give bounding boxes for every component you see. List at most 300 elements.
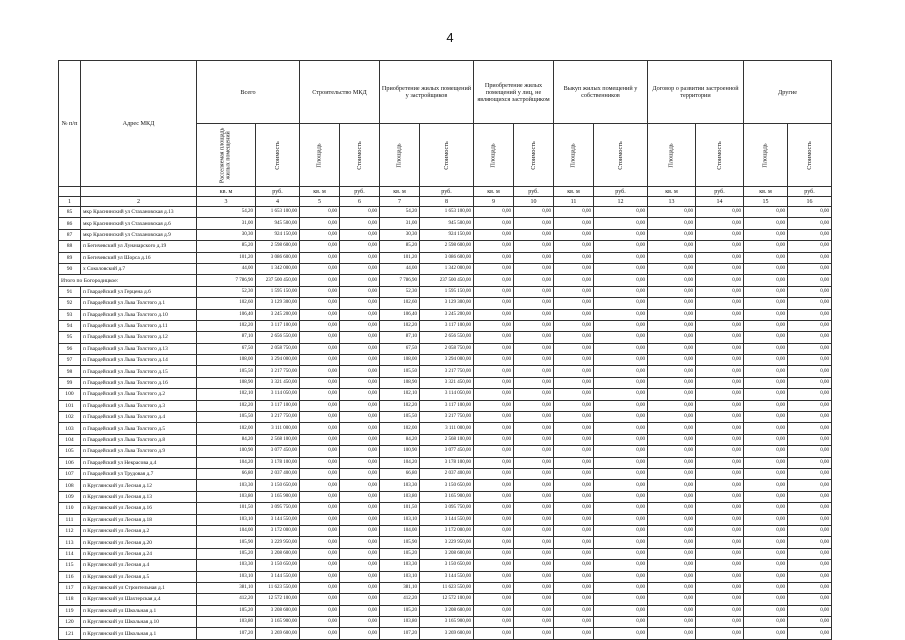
construction-cost-value: 0,00 (340, 594, 380, 605)
row-address: п Круглянский ул Школьная д.1 (81, 605, 197, 616)
area-value: 0,00 (554, 503, 594, 514)
cost-value: 0,00 (594, 412, 648, 423)
row-number: 95 (59, 332, 81, 343)
area-value: 0,00 (744, 480, 788, 491)
area-value: 0,00 (474, 275, 514, 286)
area-value: 0,00 (554, 412, 594, 423)
construction-cost-value: 0,00 (340, 537, 380, 548)
total-area-value: 66,80 (197, 468, 256, 479)
area-value: 0,00 (744, 286, 788, 297)
total-cost-value: 3 114 050,00 (256, 389, 300, 400)
developer-cost-value: 3 178 100,00 (420, 457, 474, 468)
column-number: 8 (420, 197, 474, 207)
units-cell-empty (59, 187, 81, 197)
developer-cost-value: 3 117 100,00 (420, 400, 474, 411)
unit-cost: руб. (256, 187, 300, 197)
area-value: 0,00 (648, 218, 696, 229)
group-head-buyout: Выкуп жилых помещений у собственников (554, 61, 648, 124)
area-value: 0,00 (474, 571, 514, 582)
area-value: 0,00 (554, 617, 594, 628)
developer-area-value: 104,00 (380, 525, 420, 536)
developer-cost-value: 3 150 650,00 (420, 560, 474, 571)
cost-value: 0,00 (696, 503, 744, 514)
cost-value: 0,00 (696, 617, 744, 628)
total-cost-value: 3 208 600,00 (256, 605, 300, 616)
developer-cost-value: 3 208 600,00 (420, 548, 474, 559)
row-address: п Круглянский ул Лесная д.4 (81, 560, 197, 571)
column-number: 11 (554, 197, 594, 207)
cost-value: 0,00 (594, 503, 648, 514)
table-row (59, 594, 832, 605)
area-value: 0,00 (554, 628, 594, 639)
cost-value: 0,00 (788, 309, 832, 320)
area-value: 0,00 (554, 332, 594, 343)
total-area-value: 103,80 (197, 617, 256, 628)
cost-value: 0,00 (514, 218, 554, 229)
cost-value: 0,00 (594, 468, 648, 479)
area-value: 0,00 (648, 503, 696, 514)
area-value: 0,00 (474, 355, 514, 366)
cost-value: 0,00 (514, 423, 554, 434)
developer-cost-value: 3 150 650,00 (420, 480, 474, 491)
construction-cost-value: 0,00 (340, 207, 380, 218)
cost-value: 0,00 (696, 514, 744, 525)
total-area-value: 44,00 (197, 263, 256, 274)
construction-cost-value: 0,00 (340, 286, 380, 297)
row-address: х Соколовский д.7 (81, 263, 197, 274)
developer-cost-value: 924 150,00 (420, 229, 474, 240)
construction-cost-value: 0,00 (340, 434, 380, 445)
cost-value: 0,00 (788, 332, 832, 343)
area-value: 0,00 (744, 605, 788, 616)
total-cost-value: 3 217 750,00 (256, 412, 300, 423)
cost-value: 0,00 (594, 275, 648, 286)
area-value: 0,00 (648, 412, 696, 423)
area-value: 0,00 (648, 628, 696, 639)
total-area-value: 105,50 (197, 366, 256, 377)
unit-cost: руб. (420, 187, 474, 197)
area-value: 0,00 (648, 582, 696, 593)
col-head-area (474, 124, 514, 187)
construction-area-value: 0,00 (300, 480, 340, 491)
area-value: 0,00 (474, 377, 514, 388)
table-row (59, 207, 832, 218)
total-area-value: 105,50 (197, 412, 256, 423)
row-number: 102 (59, 412, 81, 423)
total-area-value: 102,00 (197, 423, 256, 434)
developer-cost-value: 3 165 900,00 (420, 491, 474, 502)
col-head-cost (256, 124, 300, 187)
area-value: 0,00 (554, 582, 594, 593)
area-value: 0,00 (554, 605, 594, 616)
developer-area-value: 66,80 (380, 468, 420, 479)
total-cost-value: 3 095 750,00 (256, 503, 300, 514)
area-value: 0,00 (474, 389, 514, 400)
row-address: п Гвардейский ул Некрасова д.4 (81, 457, 197, 468)
total-cost-value: 3 165 900,00 (256, 491, 300, 502)
row-address: п Круглянский ул Лесная д.5 (81, 571, 197, 582)
area-value: 0,00 (648, 594, 696, 605)
cost-value: 0,00 (788, 594, 832, 605)
column-number: 7 (380, 197, 420, 207)
construction-area-value: 0,00 (300, 332, 340, 343)
cost-value: 0,00 (514, 332, 554, 343)
developer-area-value: 105,20 (380, 605, 420, 616)
unit-area: кв. м (474, 187, 514, 197)
cost-value: 0,00 (696, 457, 744, 468)
construction-area-value: 0,00 (300, 229, 340, 240)
cost-value: 0,00 (514, 514, 554, 525)
construction-area-value: 0,00 (300, 309, 340, 320)
cost-value: 0,00 (788, 525, 832, 536)
cost-value: 0,00 (696, 480, 744, 491)
area-value: 0,00 (744, 320, 788, 331)
area-value: 0,00 (744, 537, 788, 548)
developer-cost-value: 12 572 100,00 (420, 594, 474, 605)
table-row (59, 389, 832, 400)
cost-value: 0,00 (788, 229, 832, 240)
area-value: 0,00 (554, 457, 594, 468)
total-cost-value: 945 500,00 (256, 218, 300, 229)
group-head-development-contract: Договор о развитии застроенной территории (648, 61, 744, 124)
cost-value: 0,00 (696, 309, 744, 320)
row-address: п Бегичевский ул Шорса д.16 (81, 252, 197, 263)
developer-cost-value: 3 117 100,00 (420, 320, 474, 331)
total-cost-value: 2 058 750,00 (256, 343, 300, 354)
area-value: 0,00 (648, 241, 696, 252)
cost-value: 0,00 (696, 434, 744, 445)
developer-cost-value: 3 129 300,00 (420, 298, 474, 309)
cost-value: 0,00 (594, 457, 648, 468)
construction-cost-value: 0,00 (340, 582, 380, 593)
total-area-value: 101,20 (197, 252, 256, 263)
cost-value: 0,00 (594, 571, 648, 582)
row-address: п Круглянский ул Шахтерская д.4 (81, 594, 197, 605)
col-head-cost-label: Стоимость (715, 140, 723, 170)
cost-value: 0,00 (594, 241, 648, 252)
units-cell-empty (81, 187, 197, 197)
cost-value: 0,00 (594, 480, 648, 491)
column-number: 4 (256, 197, 300, 207)
table-row (59, 263, 832, 274)
cost-value: 0,00 (788, 582, 832, 593)
cost-value: 0,00 (696, 423, 744, 434)
row-address: п Гвардейский ул Льва Толстого д.16 (81, 377, 197, 388)
table-row (59, 252, 832, 263)
total-area-value: 103,80 (197, 491, 256, 502)
table-row (59, 480, 832, 491)
cost-value: 0,00 (696, 628, 744, 639)
construction-area-value: 0,00 (300, 218, 340, 229)
row-address: п Круглянский ул Школьная д.10 (81, 617, 197, 628)
area-value: 0,00 (648, 275, 696, 286)
developer-cost-value: 3 229 950,00 (420, 537, 474, 548)
total-cost-value: 2 598 600,00 (256, 241, 300, 252)
developer-area-value: 103,80 (380, 491, 420, 502)
cost-value: 0,00 (696, 207, 744, 218)
construction-area-value: 0,00 (300, 412, 340, 423)
total-cost-value: 3 144 550,00 (256, 514, 300, 525)
cost-value: 0,00 (696, 571, 744, 582)
developer-area-value: 101,50 (380, 503, 420, 514)
area-value: 0,00 (744, 332, 788, 343)
developer-area-value: 107,20 (380, 628, 420, 639)
area-value: 0,00 (474, 525, 514, 536)
cost-value: 0,00 (788, 241, 832, 252)
cost-value: 0,00 (514, 548, 554, 559)
total-area-value: 104,20 (197, 457, 256, 468)
area-value: 0,00 (648, 229, 696, 240)
cost-value: 0,00 (788, 275, 832, 286)
cost-value: 0,00 (788, 514, 832, 525)
area-value: 0,00 (554, 594, 594, 605)
construction-cost-value: 0,00 (340, 468, 380, 479)
developer-area-value: 44,00 (380, 263, 420, 274)
table-row (59, 571, 832, 582)
table-row (59, 537, 832, 548)
developer-area-value: 412,20 (380, 594, 420, 605)
area-value: 0,00 (474, 366, 514, 377)
cost-value: 0,00 (788, 343, 832, 354)
cost-value: 0,00 (514, 457, 554, 468)
developer-cost-value: 2 598 600,00 (420, 241, 474, 252)
construction-cost-value: 0,00 (340, 628, 380, 639)
area-value: 0,00 (474, 457, 514, 468)
area-value: 0,00 (744, 571, 788, 582)
area-value: 0,00 (744, 468, 788, 479)
developer-area-value: 102,20 (380, 320, 420, 331)
table-row (59, 400, 832, 411)
cost-value: 0,00 (594, 446, 648, 457)
construction-area-value: 0,00 (300, 343, 340, 354)
developer-area-value: 87,10 (380, 332, 420, 343)
construction-cost-value: 0,00 (340, 275, 380, 286)
table-row (59, 229, 832, 240)
construction-cost-value: 0,00 (340, 605, 380, 616)
total-cost-value: 2 656 550,00 (256, 332, 300, 343)
total-cost-value: 3 077 450,00 (256, 446, 300, 457)
cost-value: 0,00 (514, 389, 554, 400)
area-value: 0,00 (744, 594, 788, 605)
row-address: мкр Краснинский ул Стахановская д.6 (81, 218, 197, 229)
column-number: 6 (340, 197, 380, 207)
area-value: 0,00 (474, 537, 514, 548)
construction-area-value: 0,00 (300, 514, 340, 525)
area-value: 0,00 (554, 525, 594, 536)
total-cost-value: 1 653 100,00 (256, 207, 300, 218)
row-number: 111 (59, 514, 81, 525)
cost-value: 0,00 (788, 286, 832, 297)
row-number: 86 (59, 218, 81, 229)
row-address: п Круглянский ул Лесная д.20 (81, 537, 197, 548)
area-value: 0,00 (474, 582, 514, 593)
construction-area-value: 0,00 (300, 389, 340, 400)
developer-area-value: 52,30 (380, 286, 420, 297)
total-cost-value: 3 117 100,00 (256, 400, 300, 411)
cost-value: 0,00 (696, 400, 744, 411)
cost-value: 0,00 (696, 537, 744, 548)
total-cost-value: 3 229 950,00 (256, 537, 300, 548)
construction-area-value: 0,00 (300, 548, 340, 559)
cost-value: 0,00 (696, 229, 744, 240)
row-address: мкр Краснинский ул Стахановская д.9 (81, 229, 197, 240)
area-value: 0,00 (554, 423, 594, 434)
unit-cost: руб. (514, 187, 554, 197)
total-cost-value: 12 572 100,00 (256, 594, 300, 605)
row-number: 105 (59, 446, 81, 457)
area-value: 0,00 (554, 537, 594, 548)
col-head-cost (594, 124, 648, 187)
cost-value: 0,00 (788, 207, 832, 218)
construction-area-value: 0,00 (300, 446, 340, 457)
total-area-value: 84,20 (197, 434, 256, 445)
area-value: 0,00 (744, 400, 788, 411)
area-value: 0,00 (744, 252, 788, 263)
cost-value: 0,00 (594, 423, 648, 434)
total-cost-value: 3 117 100,00 (256, 320, 300, 331)
column-number: 3 (197, 197, 256, 207)
table-row (59, 491, 832, 502)
construction-cost-value: 0,00 (340, 525, 380, 536)
total-cost-value: 3 111 000,00 (256, 423, 300, 434)
area-value: 0,00 (744, 298, 788, 309)
cost-value: 0,00 (696, 275, 744, 286)
developer-cost-value: 3 208 600,00 (420, 605, 474, 616)
unit-cost: руб. (594, 187, 648, 197)
area-value: 0,00 (474, 503, 514, 514)
group-head-total: Всего (197, 61, 300, 124)
construction-cost-value: 0,00 (340, 617, 380, 628)
area-value: 0,00 (744, 275, 788, 286)
cost-value: 0,00 (514, 560, 554, 571)
developer-area-value: 103,80 (380, 617, 420, 628)
construction-cost-value: 0,00 (340, 377, 380, 388)
construction-area-value: 0,00 (300, 605, 340, 616)
cost-value: 0,00 (594, 298, 648, 309)
cost-value: 0,00 (788, 434, 832, 445)
unit-cost: руб. (788, 187, 832, 197)
construction-cost-value: 0,00 (340, 332, 380, 343)
area-value: 0,00 (744, 355, 788, 366)
developer-cost-value: 11 623 550,00 (420, 582, 474, 593)
cost-value: 0,00 (594, 605, 648, 616)
table-row (59, 468, 832, 479)
construction-cost-value: 0,00 (340, 548, 380, 559)
row-number: 87 (59, 229, 81, 240)
cost-value: 0,00 (514, 582, 554, 593)
col-head-cost (420, 124, 474, 187)
developer-cost-value: 3 111 000,00 (420, 423, 474, 434)
row-number: 100 (59, 389, 81, 400)
row-number: 92 (59, 298, 81, 309)
area-value: 0,00 (474, 412, 514, 423)
area-value: 0,00 (744, 423, 788, 434)
cost-value: 0,00 (514, 263, 554, 274)
construction-area-value: 0,00 (300, 457, 340, 468)
cost-value: 0,00 (788, 320, 832, 331)
unit-area: кв. м (380, 187, 420, 197)
col-head-total-area (197, 124, 256, 187)
area-value: 0,00 (648, 491, 696, 502)
developer-area-value: 108,00 (380, 355, 420, 366)
developer-area-value: 30,30 (380, 229, 420, 240)
area-value: 0,00 (474, 446, 514, 457)
area-value: 0,00 (554, 491, 594, 502)
area-value: 0,00 (744, 514, 788, 525)
area-value: 0,00 (474, 560, 514, 571)
area-value: 0,00 (554, 400, 594, 411)
construction-cost-value: 0,00 (340, 514, 380, 525)
table-body (59, 207, 832, 640)
col-head-area (648, 124, 696, 187)
subtotal-label: Итого по Богородицкое: (59, 275, 197, 286)
table-row (59, 525, 832, 536)
construction-cost-value: 0,00 (340, 503, 380, 514)
row-address: п Гвардейский ул Герцена д.6 (81, 286, 197, 297)
total-area-value: 381,10 (197, 582, 256, 593)
area-value: 0,00 (554, 446, 594, 457)
cost-value: 0,00 (696, 320, 744, 331)
cost-value: 0,00 (514, 400, 554, 411)
col-head-cost-label: Стоимость (355, 140, 363, 170)
row-number: 109 (59, 491, 81, 502)
total-area-value: 107,20 (197, 628, 256, 639)
area-value: 0,00 (554, 275, 594, 286)
area-value: 0,00 (554, 286, 594, 297)
col-head-cost (788, 124, 832, 187)
construction-cost-value: 0,00 (340, 343, 380, 354)
cost-value: 0,00 (594, 207, 648, 218)
total-area-value: 87,10 (197, 332, 256, 343)
table-row (59, 514, 832, 525)
cost-value: 0,00 (594, 525, 648, 536)
cost-value: 0,00 (788, 617, 832, 628)
total-cost-value: 3 178 100,00 (256, 457, 300, 468)
developer-area-value: 102,20 (380, 400, 420, 411)
developer-area-value: 105,50 (380, 366, 420, 377)
total-cost-value: 3 245 200,00 (256, 309, 300, 320)
total-cost-value: 3 208 600,00 (256, 548, 300, 559)
table-row (59, 286, 832, 297)
area-value: 0,00 (554, 298, 594, 309)
area-value: 0,00 (474, 468, 514, 479)
cost-value: 0,00 (788, 355, 832, 366)
construction-cost-value: 0,00 (340, 480, 380, 491)
area-value: 0,00 (554, 218, 594, 229)
area-value: 0,00 (474, 241, 514, 252)
cost-value: 0,00 (594, 377, 648, 388)
row-number: 106 (59, 457, 81, 468)
cost-value: 0,00 (696, 241, 744, 252)
cost-value: 0,00 (696, 446, 744, 457)
unit-area: кв. м (648, 187, 696, 197)
developer-cost-value: 2 037 400,00 (420, 468, 474, 479)
col-head-area-label: Площадь (315, 142, 323, 168)
area-value: 0,00 (744, 582, 788, 593)
construction-area-value: 0,00 (300, 355, 340, 366)
area-value: 0,00 (474, 298, 514, 309)
area-value: 0,00 (648, 320, 696, 331)
table-row (59, 218, 832, 229)
col-head-cost-label: Стоимость (529, 140, 537, 170)
group-head-construction: Строительство МКД (300, 61, 380, 124)
cost-value: 0,00 (788, 252, 832, 263)
construction-area-value: 0,00 (300, 628, 340, 639)
construction-cost-value: 0,00 (340, 412, 380, 423)
column-number: 9 (474, 197, 514, 207)
developer-cost-value: 2 568 100,00 (420, 434, 474, 445)
area-value: 0,00 (554, 252, 594, 263)
